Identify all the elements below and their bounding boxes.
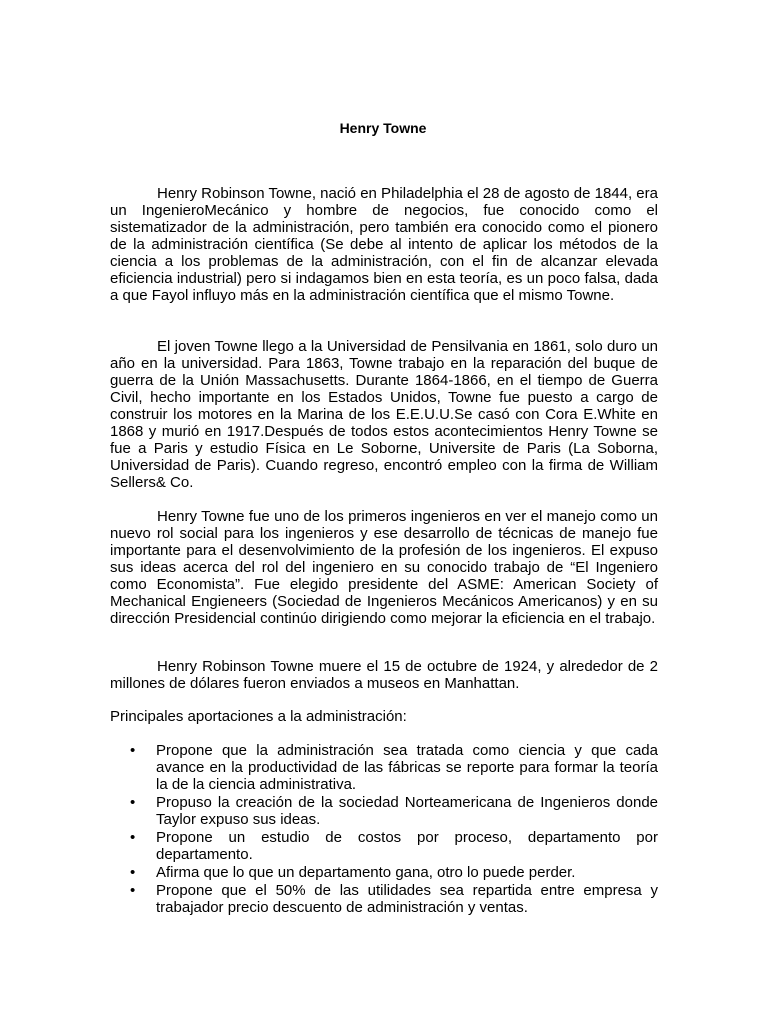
document-page: [110, 0, 660, 1024]
paragraph-text: Henry Robinson Towne, nació en Philadelphia el 28 de agosto de 1844, era un IngenieroMecánico y hombre de negocios, fue conocido como el sistematizador de la administración, pero también era conocido como el pionero de la administración científica (Se debe al intento de aplicar los métodos de la ciencia a los problemas de la administración, con el fin de alcanzar elevada eficiencia industrial) pero si indagamos bien en esta teoría, es un poco falsa, dada a que Fayol influyo más en la administración científica que el mismo Towne.: [110, 185, 658, 304]
bullet-icon: •: [130, 864, 136, 881]
paragraph-text: Henry Towne fue uno de los primeros ingenieros en ver el manejo como un nuevo rol social para los ingenieros y ese desarrollo de técnicas de manejo fue importante para el desenvolvimiento de la profesión de los ingenieros. El expuso sus ideas acerca del rol del ingeniero en su conocido trabajo de “El Ingeniero como Economista”. Fue elegido presidente del ASME: American Society of Mechanical Engieneers (Sociedad de Ingenieros Mecánicos Americanos) y en su dirección Presidencial continúo dirigiendo como mejorar la eficiencia en el trabajo.: [110, 508, 658, 627]
contributions-list: [110, 742, 658, 917]
bullet-icon: •: [130, 829, 136, 846]
bullet-icon: •: [130, 742, 136, 759]
list-item: [110, 864, 658, 881]
paragraph-text: Henry Robinson Towne muere el 15 de octubre de 1924, y alrededor de 2 millones de dólares fueron enviados a museos en Manhattan.: [110, 658, 658, 692]
bullet-icon: •: [130, 882, 136, 899]
list-item: [110, 882, 658, 916]
list-item: [110, 742, 658, 793]
list-item: [110, 794, 658, 828]
list-item-text: Propone un estudio de costos por proceso, departamento por departamento.: [156, 829, 658, 863]
list-item-text: Propuso la creación de la sociedad Norteamericana de Ingenieros donde Taylor expuso sus ideas.: [156, 794, 658, 828]
list-item-text: Afirma que lo que un departamento gana, otro lo puede perder.: [156, 864, 576, 881]
paragraph-birth: [110, 185, 658, 304]
paragraph-text: El joven Towne llego a la Universidad de Pensilvania en 1861, solo duro un año en la universidad. Para 1863, Towne trabajo en la reparación del buque de guerra de la Unión Massachusetts. Durante 1864-1866, en el tiempo de Guerra Civil, hecho importante en los Estados Unidos, Towne fue puesto a cargo de construir los motores en la Marina de los E.E.U.U.Se casó con Cora E.White en 1868 y murió en 1917.Después de todos estos acontecimientos Henry Towne se fue a Paris y estudio Física en Le Soborne, Universite de Paris (La Soborna, Universidad de Paris). Cuando regreso, encontró empleo con la firma de William Sellers& Co.: [110, 338, 658, 491]
document-title: Henry Towne: [339, 120, 427, 136]
bullet-icon: •: [130, 794, 136, 811]
paragraph-career: [110, 338, 658, 491]
paragraph-engineer-role: [110, 508, 658, 627]
list-item-text: Propone que el 50% de las utilidades sea repartida entre empresa y trabajador precio descuento de administración y ventas.: [156, 882, 658, 916]
list-item-text: Propone que la administración sea tratada como ciencia y que cada avance en la productividad de las fábricas se reporte para formar la teoría la de la ciencia administrativa.: [156, 742, 658, 793]
paragraph-death: [110, 658, 658, 692]
list-item: [110, 829, 658, 863]
contributions-heading: Principales aportaciones a la administración:: [110, 708, 407, 725]
